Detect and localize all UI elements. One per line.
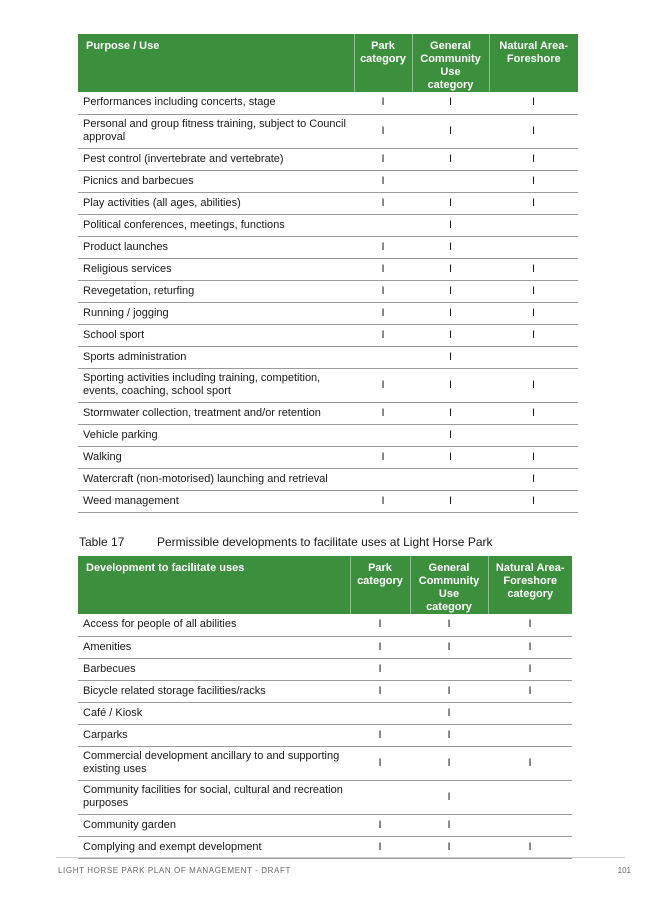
footer-title: LIGHT HORSE PARK PLAN OF MANAGEMENT - DRAFT xyxy=(58,866,291,875)
table-row xyxy=(78,324,578,346)
table-row xyxy=(78,724,572,746)
table-row xyxy=(78,346,578,368)
permissibility-mark: I xyxy=(350,836,410,858)
row-label: Access for people of all abilities xyxy=(78,614,350,636)
permissibility-mark xyxy=(354,424,412,446)
permissibility-mark: I xyxy=(354,490,412,512)
table-row xyxy=(78,170,578,192)
permissibility-mark xyxy=(488,724,572,746)
permissibility-mark: I xyxy=(412,214,489,236)
permissibility-mark xyxy=(354,346,412,368)
permissibility-mark xyxy=(410,658,488,680)
permissibility-mark: I xyxy=(489,114,578,148)
permissibility-mark: I xyxy=(354,170,412,192)
row-label: Sporting activities including training, competition, events, coaching, school sport xyxy=(78,368,354,402)
row-label: Vehicle parking xyxy=(78,424,354,446)
table-row xyxy=(78,780,572,814)
table-row xyxy=(78,92,578,114)
permissibility-mark xyxy=(488,780,572,814)
row-label: Weed management xyxy=(78,490,354,512)
permissibility-mark: I xyxy=(410,746,488,780)
permissibility-mark: I xyxy=(489,192,578,214)
row-label: Religious services xyxy=(78,258,354,280)
permissibility-mark: I xyxy=(412,280,489,302)
permissibility-mark: I xyxy=(412,258,489,280)
row-label: Political conferences, meetings, functions xyxy=(78,214,354,236)
permissibility-mark xyxy=(489,236,578,258)
row-label: Running / jogging xyxy=(78,302,354,324)
permissibility-mark: I xyxy=(354,302,412,324)
permissibility-mark: I xyxy=(410,636,488,658)
caption-number: Table 17 xyxy=(79,535,125,549)
permissibility-mark xyxy=(488,814,572,836)
row-label: Performances including concerts, stage xyxy=(78,92,354,114)
row-label: School sport xyxy=(78,324,354,346)
permissibility-mark: I xyxy=(410,780,488,814)
purpose-use-table-body xyxy=(78,92,578,512)
permissibility-mark: I xyxy=(489,468,578,490)
table-row xyxy=(78,446,578,468)
permissibility-mark: I xyxy=(412,236,489,258)
permissibility-mark: I xyxy=(410,702,488,724)
permissibility-mark xyxy=(489,346,578,368)
permissibility-mark: I xyxy=(489,92,578,114)
permissibility-mark: I xyxy=(412,192,489,214)
permissibility-mark: I xyxy=(489,170,578,192)
row-label: Carparks xyxy=(78,724,350,746)
permissibility-mark xyxy=(488,702,572,724)
permissibility-mark: I xyxy=(412,346,489,368)
developments-table-body xyxy=(78,614,572,858)
permissibility-mark: I xyxy=(410,724,488,746)
row-label: Community garden xyxy=(78,814,350,836)
row-label: Amenities xyxy=(78,636,350,658)
table-row xyxy=(78,368,578,402)
permissibility-mark xyxy=(354,468,412,490)
row-label: Commercial development ancillary to and supporting existing uses xyxy=(78,746,350,780)
permissibility-mark: I xyxy=(410,614,488,636)
table-header-row xyxy=(78,556,572,614)
row-label: Stormwater collection, treatment and/or retention xyxy=(78,402,354,424)
table-row xyxy=(78,236,578,258)
row-label: Product launches xyxy=(78,236,354,258)
header-park-category: Park category xyxy=(350,556,410,614)
permissibility-mark xyxy=(489,424,578,446)
permissibility-mark: I xyxy=(354,324,412,346)
header-general-community-use: General Community Use category xyxy=(412,34,489,92)
table-row xyxy=(78,614,572,636)
permissibility-mark: I xyxy=(354,258,412,280)
permissibility-mark xyxy=(412,170,489,192)
row-label: Café / Kiosk xyxy=(78,702,350,724)
header-natural-area-foreshore: Natural Area-Foreshore category xyxy=(488,556,572,614)
table-row xyxy=(78,658,572,680)
permissibility-mark: I xyxy=(488,658,572,680)
permissibility-mark: I xyxy=(412,148,489,170)
row-label: Walking xyxy=(78,446,354,468)
permissibility-mark: I xyxy=(489,302,578,324)
table-row xyxy=(78,424,578,446)
row-label: Sports administration xyxy=(78,346,354,368)
permissibility-mark: I xyxy=(488,680,572,702)
table-row xyxy=(78,280,578,302)
row-label: Complying and exempt development xyxy=(78,836,350,858)
developments-table xyxy=(78,556,572,859)
permissibility-mark: I xyxy=(350,614,410,636)
permissibility-mark: I xyxy=(489,258,578,280)
permissibility-mark: I xyxy=(412,92,489,114)
row-label: Picnics and barbecues xyxy=(78,170,354,192)
row-label: Community facilities for social, cultural and recreation purposes xyxy=(78,780,350,814)
permissibility-mark: I xyxy=(412,324,489,346)
row-label: Revegetation, returfing xyxy=(78,280,354,302)
permissibility-mark: I xyxy=(489,324,578,346)
table-row xyxy=(78,148,578,170)
permissibility-mark: I xyxy=(410,836,488,858)
table-row xyxy=(78,836,572,858)
permissibility-mark: I xyxy=(350,814,410,836)
permissibility-mark: I xyxy=(410,680,488,702)
table-row xyxy=(78,114,578,148)
permissibility-mark: I xyxy=(354,446,412,468)
header-park-category: Park category xyxy=(354,34,412,92)
permissibility-mark: I xyxy=(488,636,572,658)
header-general-community-use: General Community Use category xyxy=(410,556,488,614)
row-label: Pest control (invertebrate and vertebrate) xyxy=(78,148,354,170)
permissibility-mark: I xyxy=(412,302,489,324)
table-row xyxy=(78,680,572,702)
caption-title: Permissible developments to facilitate uses at Light Horse Park xyxy=(157,535,493,549)
permissibility-mark: I xyxy=(412,490,489,512)
row-label: Bicycle related storage facilities/racks xyxy=(78,680,350,702)
permissibility-mark: I xyxy=(350,658,410,680)
footer-divider xyxy=(56,857,625,858)
permissibility-mark: I xyxy=(354,148,412,170)
permissibility-mark: I xyxy=(350,724,410,746)
table-row xyxy=(78,258,578,280)
permissibility-mark: I xyxy=(354,236,412,258)
table-row xyxy=(78,468,578,490)
table-row xyxy=(78,490,578,512)
header-development: Development to facilitate uses xyxy=(78,556,350,614)
permissibility-mark: I xyxy=(488,836,572,858)
permissibility-mark: I xyxy=(489,490,578,512)
table-row xyxy=(78,636,572,658)
permissibility-mark: I xyxy=(489,368,578,402)
table-row xyxy=(78,402,578,424)
permissibility-mark: I xyxy=(489,280,578,302)
permissibility-mark: I xyxy=(350,680,410,702)
permissibility-mark: I xyxy=(354,280,412,302)
table-row xyxy=(78,702,572,724)
header-purpose-use: Purpose / Use xyxy=(78,34,354,92)
row-label: Play activities (all ages, abilities) xyxy=(78,192,354,214)
permissibility-mark: I xyxy=(412,402,489,424)
table-header-row xyxy=(78,34,578,92)
purpose-use-table xyxy=(78,34,578,513)
permissibility-mark: I xyxy=(354,92,412,114)
permissibility-mark: I xyxy=(488,614,572,636)
page-number: 101 xyxy=(617,866,631,875)
permissibility-mark: I xyxy=(410,814,488,836)
table-row xyxy=(78,214,578,236)
table-row xyxy=(78,302,578,324)
permissibility-mark: I xyxy=(489,148,578,170)
permissibility-mark xyxy=(354,214,412,236)
permissibility-mark xyxy=(350,702,410,724)
table-row xyxy=(78,192,578,214)
table-row xyxy=(78,746,572,780)
permissibility-mark: I xyxy=(412,424,489,446)
row-label: Personal and group fitness training, subject to Council approval xyxy=(78,114,354,148)
permissibility-mark: I xyxy=(354,402,412,424)
table-17-caption xyxy=(79,535,493,549)
row-label: Barbecues xyxy=(78,658,350,680)
table-row xyxy=(78,814,572,836)
permissibility-mark xyxy=(412,468,489,490)
permissibility-mark xyxy=(489,214,578,236)
header-natural-area-foreshore: Natural Area-Foreshore xyxy=(489,34,578,92)
permissibility-mark: I xyxy=(354,114,412,148)
permissibility-mark: I xyxy=(354,192,412,214)
permissibility-mark: I xyxy=(412,446,489,468)
permissibility-mark xyxy=(350,780,410,814)
permissibility-mark: I xyxy=(489,446,578,468)
permissibility-mark: I xyxy=(350,636,410,658)
row-label: Watercraft (non-motorised) launching and retrieval xyxy=(78,468,354,490)
permissibility-mark: I xyxy=(489,402,578,424)
permissibility-mark: I xyxy=(412,114,489,148)
permissibility-mark: I xyxy=(488,746,572,780)
permissibility-mark: I xyxy=(412,368,489,402)
permissibility-mark: I xyxy=(354,368,412,402)
permissibility-mark: I xyxy=(350,746,410,780)
